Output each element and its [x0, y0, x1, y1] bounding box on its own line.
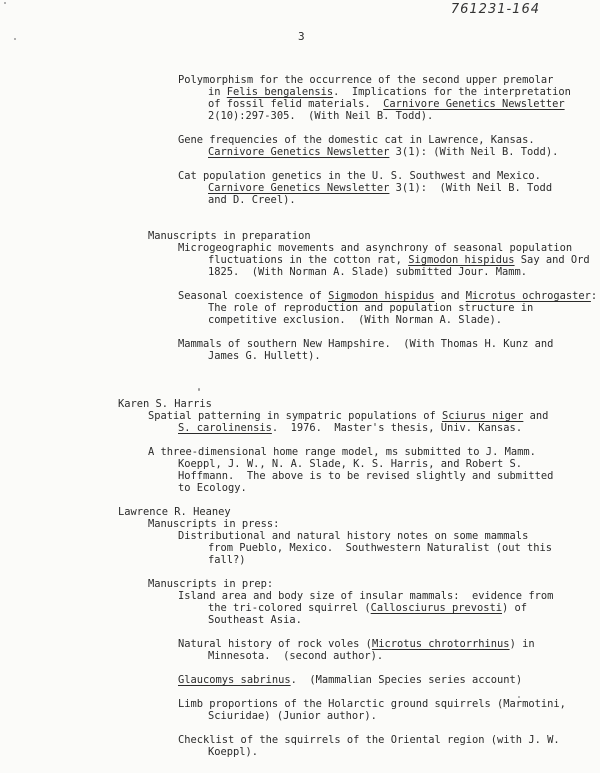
text-segment: Limb proportions of the Holarctic ground squirrels (Marmotini, [178, 698, 566, 710]
text-line [208, 350, 321, 362]
text-segment: 1825. (With Norman A. Slade) submitted Jour. Mamm. [208, 266, 528, 278]
text-line [208, 314, 502, 326]
text-segment: and D. Creel). [208, 194, 296, 206]
scan-speck [4, 2, 6, 4]
scan-speck [14, 38, 16, 40]
underlined-term: Carnivore Genetics Newsletter [383, 98, 565, 110]
underlined-term: Glaucomys sabrinus [178, 674, 291, 686]
text-segment: Manuscripts in press: [148, 518, 280, 530]
text-segment: . 1976. Master's thesis, Univ. Kansas. [271, 422, 523, 434]
text-segment: Koeppl). [208, 746, 259, 758]
text-segment: Gene frequencies of the domestic cat in Lawrence, Kansas. [178, 134, 535, 146]
text-segment: Seasonal coexistence of [178, 290, 329, 302]
text-line [208, 194, 296, 206]
text-segment: Manuscripts in preparation [148, 230, 311, 242]
text-line [178, 74, 553, 86]
underlined-term: S. carolinensis [178, 422, 272, 434]
underlined-term: Felis bengalensis [226, 86, 334, 98]
text-segment: competitive exclusion. (With Norman A. Slade). [208, 314, 503, 326]
text-segment: to Ecology. [178, 482, 247, 494]
text-segment: Manuscripts in prep: [148, 578, 274, 590]
text-segment: Koeppl, J. W., N. A. Slade, K. S. Harris, and Robert S. [178, 458, 523, 470]
text-line [118, 506, 231, 518]
text-line [178, 170, 541, 182]
text-segment: Lawrence R. Heaney [118, 506, 231, 518]
text-line [208, 710, 377, 722]
text-segment: Mammals of southern New Hampshire. (With Thomas H. Kunz and [178, 338, 554, 350]
text-segment: Minnesota. (second author). [208, 650, 384, 662]
text-line [148, 446, 536, 458]
text-segment: 3(1): (With Neil B. Todd [389, 182, 553, 194]
text-line [178, 638, 535, 650]
text-line [208, 602, 527, 614]
text-line [208, 254, 590, 266]
text-segment: Polymorphism for the occurrence of the second upper premolar [178, 74, 554, 86]
text-segment: ) in [509, 638, 535, 650]
page-number: 3 [298, 30, 305, 43]
underlined-term: Sigmodon hispidus [328, 290, 435, 302]
text-segment: Distributional and natural history notes on some mammals [178, 530, 529, 542]
underlined-term: Carnivore Genetics Newsletter [208, 182, 390, 194]
text-segment: in [208, 86, 227, 98]
text-segment: A three-dimensional home range model, ms submitted to J. Mamm. [148, 446, 536, 458]
text-segment: fluctuations in the cotton rat, [208, 254, 409, 266]
scan-speck [198, 388, 200, 391]
text-line [148, 230, 311, 242]
accession-number: 761231-164 [450, 2, 540, 17]
text-line [208, 746, 258, 758]
text-line [208, 650, 383, 662]
underlined-term: Callosciurus prevosti [370, 602, 503, 614]
text-segment: Karen S. Harris [118, 398, 212, 410]
text-line [208, 146, 558, 158]
text-segment: Hoffmann. The above is to be revised slightly and submitted [178, 470, 554, 482]
text-segment: The role of reproduction and population structure in [208, 302, 534, 314]
text-line [208, 554, 246, 566]
text-segment: Cat population genetics in the U. S. Southwest and Mexico. [178, 170, 541, 182]
text-segment: of fossil felid materials. [208, 98, 384, 110]
text-segment: from Pueblo, Mexico. Southwestern Naturalist (out this [208, 542, 553, 554]
text-segment: Natural history of rock voles ( [178, 638, 372, 650]
text-line [178, 734, 560, 746]
text-segment: Sciuridae) (Junior author). [208, 710, 377, 722]
underlined-term: Sigmodon hispidus [408, 254, 515, 266]
text-line [178, 242, 572, 254]
text-line [178, 338, 553, 350]
text-segment: : [590, 290, 598, 302]
text-line [178, 590, 553, 602]
text-segment: 3(1): (With Neil B. Todd). [389, 146, 559, 158]
text-segment: and [434, 290, 466, 302]
text-line [178, 134, 535, 146]
text-line [118, 398, 212, 410]
text-segment: . Implications for the interpretation [333, 86, 571, 98]
underlined-term: Sciurus niger [442, 410, 524, 422]
text-line [208, 182, 552, 194]
text-segment: 2(10):297-305. (With Neil B. Todd). [208, 110, 434, 122]
text-line [178, 290, 597, 302]
text-segment: ) of [502, 602, 528, 614]
text-line [178, 674, 522, 686]
text-segment: Spatial patterning in sympatric populations of [148, 410, 443, 422]
text-line [178, 470, 553, 482]
text-line [208, 302, 533, 314]
text-line [178, 482, 247, 494]
text-line [178, 422, 522, 434]
text-segment: Checklist of the squirrels of the Oriental region (with J. W. [178, 734, 560, 746]
text-line [148, 410, 548, 422]
text-segment: Island area and body size of insular mammals: evidence from [178, 590, 554, 602]
text-line [148, 518, 279, 530]
text-line [208, 110, 433, 122]
text-segment: James G. Hullett). [208, 350, 321, 362]
underlined-term: Microtus ochrogaster [465, 290, 591, 302]
text-line [178, 698, 566, 710]
text-segment: the tri-colored squirrel ( [208, 602, 371, 614]
text-segment: fall?) [208, 554, 246, 566]
underlined-term: Microtus chrotorrhinus [371, 638, 510, 650]
text-line [208, 98, 565, 110]
text-line [178, 530, 528, 542]
text-line [208, 86, 571, 98]
text-segment: Say and Ord [514, 254, 590, 266]
underlined-term: Carnivore Genetics Newsletter [208, 146, 390, 158]
text-line [208, 266, 527, 278]
text-segment: and [523, 410, 549, 422]
text-segment: . (Mammalian Species series account) [290, 674, 523, 686]
text-line [208, 614, 302, 626]
text-segment: Microgeographic movements and asynchrony of seasonal population [178, 242, 573, 254]
text-line [208, 542, 552, 554]
text-line [178, 458, 522, 470]
text-segment: Southeast Asia. [208, 614, 302, 626]
text-line [148, 578, 273, 590]
